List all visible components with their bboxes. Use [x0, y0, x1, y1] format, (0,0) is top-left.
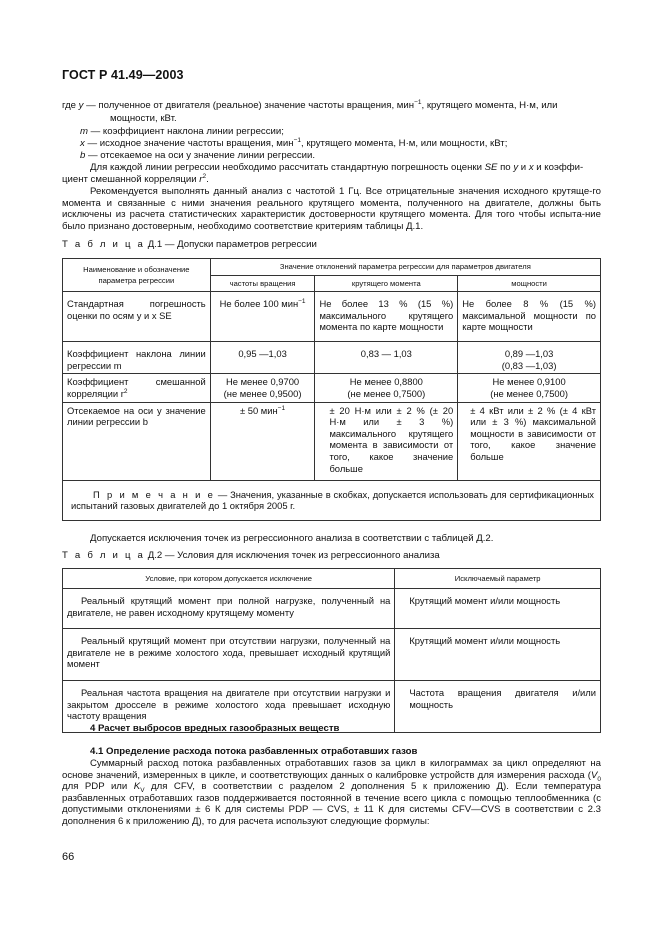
table2-head-parameter: Исключаемый параметр [395, 569, 601, 589]
table1-row3-power: Не менее 0,9100 (не менее 0,7500) [458, 374, 601, 402]
table1-row3-torque: Не менее 0,8800 (не менее 0,7500) [315, 374, 458, 402]
table1-row1-speed: Не более 100 мин$^{-1}$ [210, 292, 315, 342]
table1-head-torque: крутящего момента [315, 275, 458, 292]
table1-head-power: мощности [458, 275, 601, 292]
table-row [63, 402, 601, 480]
table-row [63, 342, 601, 374]
table1-row1-power: Не более 8 % (15 %) максимальной мощности по карте мощности [458, 292, 601, 342]
paragraph-se: Для каждой линии регрессии необходимо рассчитать стандартную погрешность оценки SE по y и x и коэффи- [90, 162, 584, 173]
paragraph-se-cont: циент смешанной корреляции $r^2$. [62, 172, 209, 185]
table1-row2-name: Коэффициент наклона линии регрессии m [63, 342, 211, 374]
definition-x: x — исходное значение частоты вращения, мин$^{-1}$, крутящего момента, Н·м, или мощности, кВт; [80, 136, 508, 149]
table2-row3-condition: Реальная частота вращения на двигателе при отсутствии нагрузки и закрытом дросселе в режиме холостого хода превышает исходную частоту вращения [63, 681, 395, 733]
table2-row2-parameter: Крутящий момент и/или мощность [395, 629, 601, 681]
table1-note: П р и м е ч а н и е — Значения, указанные в скобках, допускается использовать для сертификационных испытаний газовых двигателей до 1 октября 2005 г. [63, 480, 601, 520]
paragraph-flow-rate: Суммарный расход потока разбавленных отработавших газов за цикл в килограммах за цикл определяют на основе значений, измеренных в цикле, и соответствующих данных о калибровке устройств для измерения расхода ($V_0$ для PDP или $K_V$ для CFV, в соответствии с разделом 2 дополнения 5 к приложению Д). Если температура разбавленных отработавших газов поддерживается постоянной в течение всего цикла с помощью теплообменника (с допустимыми отклонениями ± 6 К для системы PDP — CVS, ± 11 К для системы CFV—CVS в соответствии с 2.3 дополнения 6 к приложению Д), то для расчета используют следующие формулы: [62, 758, 601, 827]
table1-caption: Т а б л и ц а Д.1 — Допуски параметров регрессии [62, 239, 317, 250]
table1-row1-torque: Не более 13 % (15 %) максимального крутящего момента по карте мощности [315, 292, 458, 342]
paragraph-exclusion: Допускается исключения точек из регрессионного анализа в соответствии с таблицей Д.2. [90, 533, 494, 544]
section-4-1-heading: 4.1 Определение расхода потока разбавленных отработавших газов [90, 746, 418, 757]
table1-head-group: Значение отклонений параметра регрессии для параметров двигателя [210, 259, 600, 276]
table1-row2-power: 0,89 —1,03 (0,83 —1,03) [458, 342, 601, 374]
definition-b: b — отсекаемое на оси y значение линии регрессии. [80, 150, 316, 161]
table1-head-speed: частоты вращения [210, 275, 315, 292]
page-number: 66 [62, 851, 75, 863]
table1-head-name: Наименование и обозначение параметра регрессии [63, 259, 211, 292]
table1-row4-power: ± 4 кВт или ± 2 % (± 4 кВт или ± 3 %) максимальной мощности в зависимости от того, какое значение больше [458, 402, 601, 480]
table1-row3-speed: Не менее 0,9700 (не менее 0,9500) [210, 374, 315, 402]
table1-row2-speed: 0,95 —1,03 [210, 342, 315, 374]
table2-caption: Т а б л и ц а Д.2 — Условия для исключения точек из регрессионного анализа [62, 550, 440, 561]
definition-m: m — коэффициент наклона линии регрессии; [80, 126, 284, 137]
table-row [63, 292, 601, 342]
table1-row3-name: Коэффициент смешанной корреляции $r^2$ [63, 374, 211, 402]
definition-y: где y — полученное от двигателя (реальное) значение частоты вращения, мин$^{-1}$, крутящего момента, Н·м, или [62, 98, 558, 111]
table1-row4-speed: ± 50 мин$^{-1}$ [210, 402, 315, 480]
table-regression-tolerances [62, 258, 601, 521]
table1-row2-torque: 0,83 — 1,03 [315, 342, 458, 374]
table-row [63, 629, 601, 681]
document-header: ГОСТ Р 41.49—2003 [62, 68, 184, 82]
table2-row3-parameter: Частота вращения двигателя и/или мощность [395, 681, 601, 733]
paragraph-analysis: Рекомендуется выполнять данный анализ с частотой 1 Гц. Все отрицательные значения исходного крутяще-го момента и связанные с ними значения реального крутящего момента, полученного на двигателе, должны быть исключены из расчета статистических характеристик достоверности крутящего момента. Для того чтобы испыта-ние было признано достоверным, необходимо соответствие критериям таблицы Д.1. [62, 186, 601, 232]
table2-row1-condition: Реальный крутящий момент при полной нагрузке, полученный на двигателе, не равен исходному крутящему моменту [63, 589, 395, 629]
table-row [63, 589, 601, 629]
table-exclusion-conditions [62, 568, 601, 733]
table1-row4-torque: ± 20 Н·м или ± 2 % (± 20 Н·м или ± 3 %) максимального крутящего момента в зависимости от того, какое значение больше [315, 402, 458, 480]
section-4-heading: 4 Расчет выбросов вредных газообразных веществ [90, 723, 340, 734]
table1-row1-name: Стандартная погрешность оценки по осям y и x SE [63, 292, 211, 342]
definition-y-cont: мощности, кВт. [110, 113, 177, 124]
table-row [63, 374, 601, 402]
table2-head-condition: Условие, при котором допускается исключение [63, 569, 395, 589]
table1-row4-name: Отсекаемое на оси y значение линии регрессии b [63, 402, 211, 480]
table2-row2-condition: Реальный крутящий момент при отсутствии нагрузки, полученный на двигателе не в режиме холостого хода, превышает исходный крутящий момент [63, 629, 395, 681]
table2-row1-parameter: Крутящий момент и/или мощность [395, 589, 601, 629]
